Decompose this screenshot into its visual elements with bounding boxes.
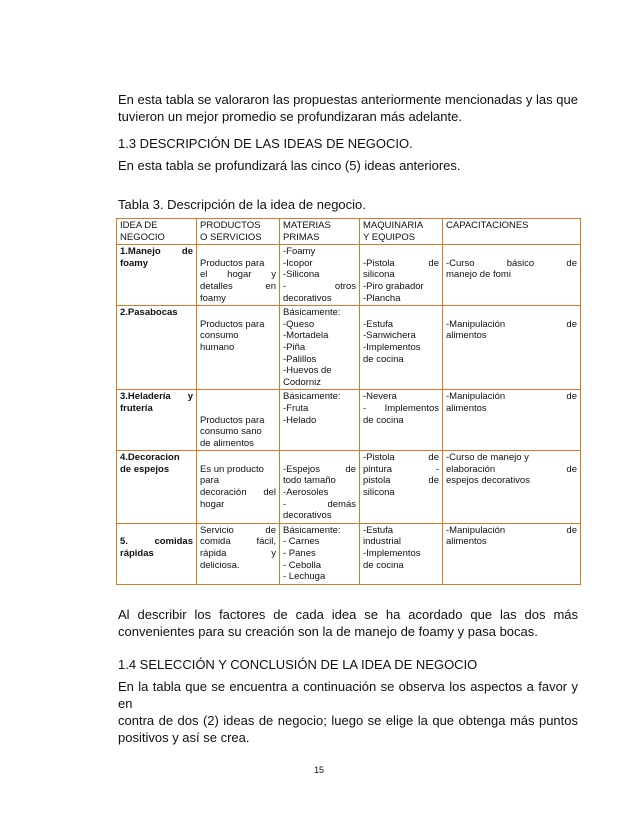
cell-line: -Pistola de — [363, 452, 439, 464]
cell-line: 4.Decoracion — [120, 452, 180, 464]
cell-line: consumo — [200, 330, 239, 342]
table-row — [117, 306, 581, 390]
cell-line: 5. comidas — [120, 536, 193, 548]
cell-line: alimentos — [446, 402, 487, 414]
cell-line: -Estufa — [363, 524, 394, 536]
header-cell — [197, 219, 280, 245]
cell-line: -Queso — [283, 318, 315, 330]
table-header-row — [117, 219, 581, 245]
header-cell-line: NEGOCIO — [120, 231, 165, 243]
header-cell-line: MATERIAS — [283, 220, 331, 231]
header-cell-line: PRIMAS — [283, 231, 320, 243]
header-cell-line: MAQUINARIA — [363, 220, 424, 231]
cell-line: silicona — [363, 269, 395, 281]
cell-productos — [197, 245, 280, 306]
cell-idea — [117, 306, 197, 390]
cell-line: manejo de fomi — [446, 269, 511, 281]
cell-line: -Mortadela — [283, 330, 329, 342]
header-cell-line: IDEA DE — [120, 220, 158, 231]
cell-maquinaria — [360, 390, 443, 451]
cell-line: elaboración de — [446, 463, 577, 475]
table-row — [117, 245, 581, 306]
cell-line — [446, 307, 577, 319]
cell-line: decorativos — [283, 292, 332, 304]
cell-line: - Panes — [283, 548, 316, 560]
cell-maquinaria — [360, 306, 443, 390]
cell-idea — [117, 390, 197, 451]
cell-maquinaria — [360, 523, 443, 584]
cell-line: Productos para — [200, 257, 265, 269]
cell-line: Productos para — [200, 318, 265, 330]
cell-line: -Silicona — [283, 269, 320, 281]
cell-line: alimentos — [446, 536, 487, 548]
cell-line: espejos decorativos — [446, 475, 530, 487]
cell-line: todo tamaño — [283, 475, 336, 487]
cell-line: industrial — [363, 536, 402, 548]
cell-idea — [117, 245, 197, 306]
cell-line: para — [200, 475, 220, 487]
cell-capacitaciones — [443, 523, 581, 584]
cell-line: de alimentos — [200, 437, 254, 449]
cell-idea — [117, 451, 197, 524]
cell-line: - Carnes — [283, 536, 320, 548]
cell-line: Básicamente: — [283, 524, 341, 536]
cell-line: -Aerosoles — [283, 487, 329, 499]
cell-line: -Fruta — [283, 402, 309, 414]
cell-line — [200, 307, 276, 319]
cell-materias — [280, 523, 360, 584]
cell-line — [200, 403, 276, 415]
cell-line: de cocina — [363, 353, 404, 365]
cell-line: -Curso de manejo y — [446, 452, 529, 464]
cell-line: -Implementos — [363, 341, 421, 353]
cell-line — [363, 246, 439, 258]
intro-line-1: En esta tabla se valoraron las propuestas anteriormente mencionadas y las que — [118, 92, 578, 107]
cell-line — [200, 452, 276, 464]
cell-productos — [197, 390, 280, 451]
cell-productos — [197, 306, 280, 390]
cell-line — [363, 307, 439, 319]
cell-line: decoración del — [200, 487, 276, 499]
cell-line: frutería — [120, 402, 153, 414]
cell-line: comida fácil, — [200, 536, 276, 548]
cell-line: -Manipulación de — [446, 391, 577, 403]
header-cell-line: PRODUCTOS — [200, 220, 261, 231]
cell-line: -Palillos — [283, 353, 317, 365]
cell-line: deliciosa. — [200, 559, 240, 571]
header-cell-line: O SERVICIOS — [200, 231, 262, 243]
cell-line: -Sanwichera — [363, 330, 416, 342]
cell-line: -Espejos de — [283, 463, 356, 475]
cell-line: el hogar y — [200, 269, 276, 281]
section-1-3-text: En esta tabla se profundizará las cinco (5) ideas anteriores. — [118, 158, 461, 173]
section-1-4-paragraph — [118, 678, 578, 746]
header-cell-line: CAPACITACIONES — [446, 220, 529, 231]
cell-line: Servicio de — [200, 524, 276, 536]
cell-line: rápidas — [120, 548, 154, 560]
cell-line: -Estufa — [363, 318, 394, 330]
cell-productos — [197, 451, 280, 524]
intro-line-2: tuvieron un mejor promedio se profundizaran más adelante. — [118, 109, 462, 124]
cell-line: alimentos — [446, 330, 487, 342]
header-cell — [117, 219, 197, 245]
cell-line: -Manipulación de — [446, 318, 577, 330]
cell-line: -Helado — [283, 414, 317, 426]
cell-line: -Pistola de — [363, 257, 439, 269]
cell-line: - Cebolla — [283, 559, 322, 571]
cell-productos — [197, 523, 280, 584]
conclusion-line-1: Al describir los factores de cada idea se ha acordado que las dos más — [118, 607, 578, 622]
cell-line — [200, 391, 276, 403]
cell-line — [120, 525, 193, 537]
cell-line: -Foamy — [283, 246, 316, 258]
cell-maquinaria — [360, 245, 443, 306]
cell-line: foamy — [120, 257, 148, 269]
cell-line: foamy — [200, 292, 226, 304]
cell-line: 1.Manejo de — [120, 246, 193, 258]
cell-line: -Nevera — [363, 391, 397, 403]
cell-materias — [280, 451, 360, 524]
cell-line: decorativos — [283, 510, 332, 522]
table-row — [117, 451, 581, 524]
section-1-4-line-3: positivos y así se crea. — [118, 730, 250, 745]
header-cell-line: Y EQUIPOS — [363, 231, 416, 243]
section-1-4-line-2: contra de dos (2) ideas de negocio; luego se elige la que obtenga más puntos — [118, 713, 578, 728]
cell-line: 3.Heladería y — [120, 391, 193, 403]
cell-line: -Curso básico de — [446, 257, 577, 269]
table-caption: Tabla 3. Descripción de la idea de negocio. — [118, 197, 366, 212]
cell-capacitaciones — [443, 390, 581, 451]
cell-line: -Piro grabador — [363, 280, 424, 292]
cell-line: silicona — [363, 487, 395, 499]
cell-line: -Plancha — [363, 292, 401, 304]
cell-idea — [117, 523, 197, 584]
cell-line: Básicamente: — [283, 307, 341, 319]
cell-line: - demás — [283, 498, 356, 510]
cell-line: rápida y — [200, 548, 276, 560]
section-heading-1-3: 1.3 DESCRIPCIÓN DE LAS IDEAS DE NEGOCIO. — [118, 136, 413, 151]
cell-capacitaciones — [443, 451, 581, 524]
cell-line: pintura - — [363, 463, 439, 475]
cell-line: - Implementos — [363, 402, 439, 414]
cell-line: 2.Pasabocas — [120, 307, 178, 319]
cell-line: - otros — [283, 280, 356, 292]
ideas-table — [116, 218, 581, 585]
cell-line: -Piña — [283, 341, 306, 353]
cell-materias — [280, 245, 360, 306]
cell-line: de cocina — [363, 559, 404, 571]
cell-line: -Huevos de — [283, 365, 332, 377]
cell-line: -Icopor — [283, 257, 313, 269]
cell-line — [283, 452, 356, 464]
conclusion-line-2: convenientes para su creación son la de manejo de foamy y pasa bocas. — [118, 624, 538, 639]
conclusion-paragraph — [118, 606, 578, 640]
cell-line: hogar — [200, 498, 225, 510]
cell-line: pistola de — [363, 475, 439, 487]
cell-line: - Lechuga — [283, 571, 326, 583]
cell-capacitaciones — [443, 245, 581, 306]
section-1-4-line-1: En la tabla que se encuentra a continuación se observa los aspectos a favor y en — [118, 679, 578, 711]
cell-maquinaria — [360, 451, 443, 524]
header-cell — [443, 219, 581, 245]
cell-line: humano — [200, 341, 235, 353]
cell-line: Codorniz — [283, 376, 322, 388]
intro-paragraph — [118, 91, 578, 125]
section-heading-1-4: 1.4 SELECCIÓN Y CONCLUSIÓN DE LA IDEA DE NEGOCIO — [118, 657, 478, 672]
cell-line: Productos para — [200, 414, 265, 426]
header-cell — [360, 219, 443, 245]
header-cell — [280, 219, 360, 245]
cell-line: de espejos — [120, 463, 170, 475]
cell-materias — [280, 306, 360, 390]
table-row — [117, 390, 581, 451]
table-row — [117, 523, 581, 584]
cell-line — [200, 246, 276, 258]
cell-line: -Manipulación de — [446, 524, 577, 536]
cell-line — [446, 246, 577, 258]
cell-line: detalles en — [200, 280, 276, 292]
cell-materias — [280, 390, 360, 451]
cell-line: -Implementos — [363, 548, 421, 560]
page-number: 15 — [313, 765, 324, 775]
cell-capacitaciones — [443, 306, 581, 390]
cell-line: Es un producto — [200, 463, 264, 475]
cell-line: Básicamente: — [283, 391, 341, 403]
cell-line: de cocina — [363, 414, 404, 426]
cell-line: consumo sano — [200, 426, 262, 438]
